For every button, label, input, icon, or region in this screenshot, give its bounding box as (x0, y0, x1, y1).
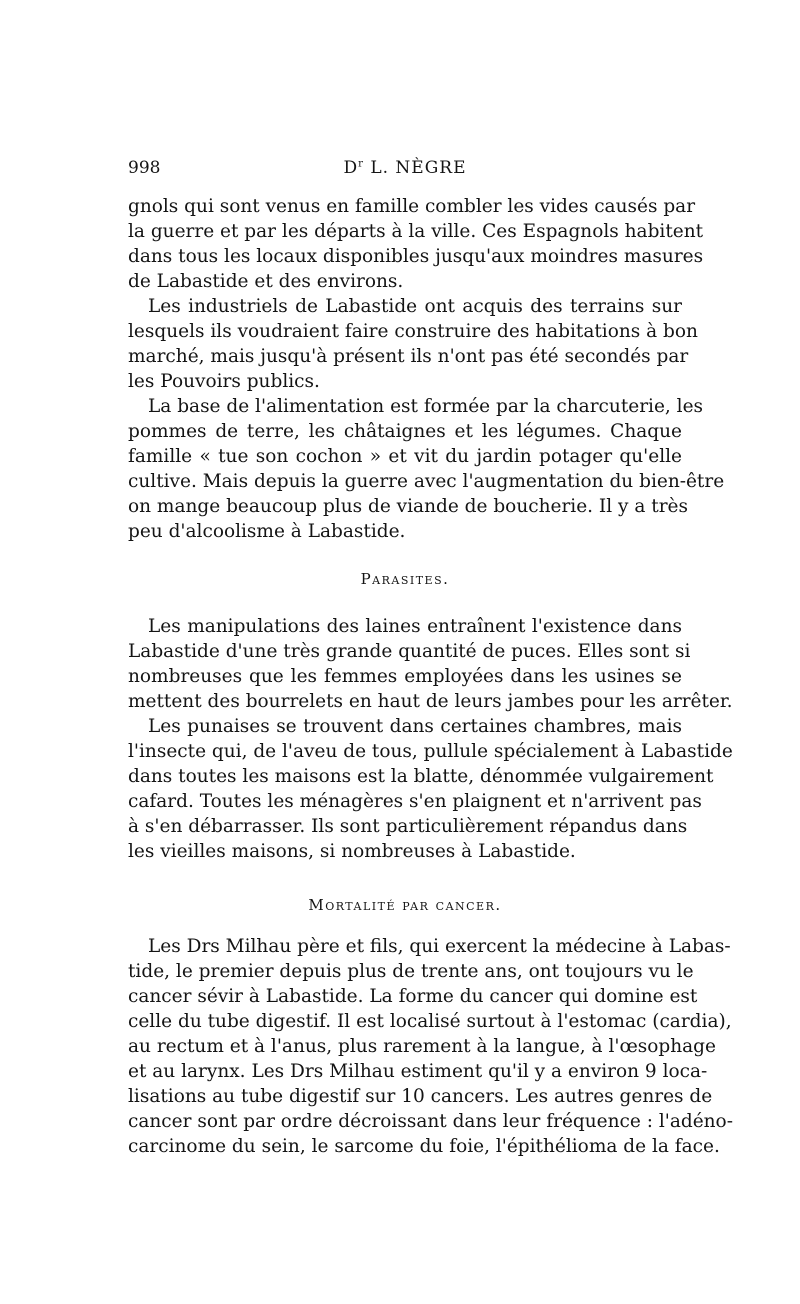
text-line: nombreuses que les femmes employées dans les usines se (128, 666, 682, 687)
text-line: Les manipulations des laines entraînent l'existence dans (148, 616, 682, 637)
text-line: cancer sévir à Labastide. La forme du cancer qui domine est (128, 986, 698, 1007)
text-line: Les punaises se trouvent dans certaines chambres, mais (148, 716, 682, 737)
text-line: famille « tue son cochon » et vit du jardin potager qu'elle (128, 446, 682, 467)
running-head (128, 158, 682, 182)
text-line: Labastide d'une très grande quantité de puces. Elles sont si (128, 641, 691, 662)
text-line: La base de l'alimentation est formée par la charcuterie, les (148, 396, 704, 417)
text-line: les Pouvoirs publics. (128, 371, 320, 392)
text-line: lisations au tube digestif sur 10 cancers. Les autres genres de (128, 1086, 713, 1107)
text-line: et au larynx. Les Drs Milhau estiment qu'il y a environ 9 loca- (128, 1061, 708, 1082)
text-line: peu d'alcoolisme à Labastide. (128, 521, 406, 542)
text-line: celle du tube digestif. Il est localisé surtout à l'estomac (cardia), (128, 1011, 732, 1032)
text-line: pommes de terre, les châtaignes et les légumes. Chaque (128, 421, 682, 442)
text-line: lesquels ils voudraient faire construire des habitations à bon (128, 321, 698, 342)
section-heading-mortalite: Mortalité par cancer. (308, 896, 502, 914)
text-line: les vieilles maisons, si nombreuses à Labastide. (128, 841, 576, 862)
text-line: cultive. Mais depuis la guerre avec l'augmentation du bien-être (128, 471, 725, 492)
text-line: la guerre et par les départs à la ville. Ces Espagnols habitent (128, 221, 704, 242)
paragraph-industriels (128, 294, 698, 394)
section-heading-parasites: Parasites. (360, 570, 450, 588)
text-line: de Labastide et des environs. (128, 271, 404, 292)
text-line: cafard. Toutes les ménagères s'en plaignent et n'arrivent pas (128, 791, 702, 812)
page-number: 998 (128, 158, 161, 178)
text-line: dans toutes les maisons est la blatte, dénommée vulgairement (128, 766, 714, 787)
text-line: mettent des bourrelets en haut de leurs jambes pour les arrêter. (128, 691, 733, 712)
text-line: à s'en débarrasser. Ils sont particulièrement répandus dans (128, 816, 688, 837)
paragraph-manipulations (128, 614, 733, 714)
paragraph-punaises (128, 714, 733, 864)
text-line: l'insecte qui, de l'aveu de tous, pullule spécialement à Labastide (128, 741, 733, 762)
paragraph-milhau (128, 934, 733, 1159)
text-line: carcinome du sein, le sarcome du foie, l'épithélioma de la face. (128, 1136, 720, 1157)
text-line: dans tous les locaux disponibles jusqu'aux moindres masures (128, 246, 704, 267)
text-line: gnols qui sont venus en famille combler les vides causés par (128, 196, 696, 217)
paragraph-alimentation (128, 394, 725, 544)
text-line: cancer sont par ordre décroissant dans leur fréquence : l'adéno- (128, 1111, 733, 1132)
text-line: Les industriels de Labastide ont acquis des terrains sur (148, 296, 682, 317)
text-line: tide, le premier depuis plus de trente ans, ont toujours vu le (128, 961, 694, 982)
text-line: Les Drs Milhau père et fils, qui exercent la médecine à Labas- (148, 936, 731, 957)
paragraph-intro (128, 194, 704, 294)
text-line: marché, mais jusqu'à présent ils n'ont pas été secondés par (128, 346, 689, 367)
author-name: $D^r$ L. NÈGRE (343, 158, 467, 178)
text-line: on mange beaucoup plus de viande de boucherie. Il y a très (128, 496, 688, 517)
text-line: au rectum et à l'anus, plus rarement à la langue, à l'œsophage (128, 1036, 716, 1057)
